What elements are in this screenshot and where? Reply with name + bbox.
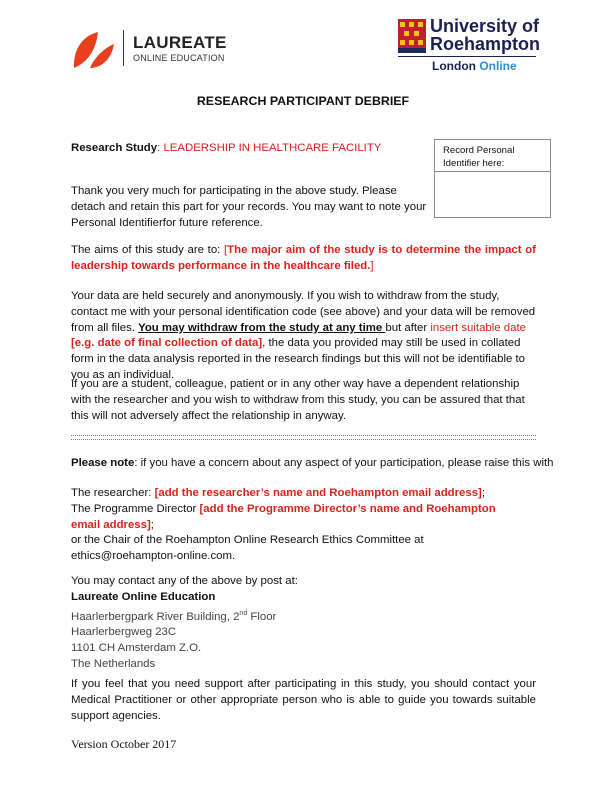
laureate-tagline: ONLINE EDUCATION [133,53,225,63]
post-org: Laureate Online Education [71,590,216,603]
laureate-name: LAUREATE [133,33,227,52]
withdraw-statement: You may withdraw from the study at any time [138,321,386,334]
leaf-logo-icon [70,28,116,70]
director-end: ; [150,518,154,531]
roehampton-london-online [432,59,517,73]
address-line1-text: Haarlerbergpark River Building, 2 [71,610,240,623]
chair-line: or the Chair of the Roehampton Online Research Ethics Committee at ethics@roehampton-online.com. [71,534,424,563]
identifier-box [434,139,551,218]
post-intro: You may contact any of the above by post at: [71,575,298,587]
address-sup: nd [239,609,248,617]
student-paragraph: If you are a student, colleague, patient or in any other way have a dependent relationship with the researcher and you wish to withdraw from this study, you can be assured that that this will not adversely affect the relationship in anyway. [71,378,525,422]
laureate-logo [70,28,240,70]
address-line2: Haarlerbergweg 23C [71,626,177,639]
data-part2: , the data you provided may still be used in collated form in the data analysis reported in the research findings but this will not be identifiable to you as an individual. [71,337,525,381]
london-text: London [432,59,476,73]
address-line1 [71,606,536,626]
director-line [71,502,521,534]
please-note-line [71,457,553,469]
research-study-line [71,142,381,154]
researcher-label: The researcher: [71,487,155,499]
aims-paragraph [71,243,536,275]
address-line3: 1101 CH Amsterdam Z.O. [71,641,202,654]
director-label: The Programme Director [71,502,200,515]
crest-logo-icon [398,19,426,53]
online-text: Online [479,59,517,73]
address-line1-end: Floor [247,610,277,623]
research-study-colon: : [157,142,161,154]
identifier-label: Record Personal Identifier here: [435,140,550,172]
researcher-line [71,486,521,502]
director-value: [add the Programme Director’s name and Roehampton email address] [71,502,496,531]
researcher-end: ; [481,487,486,499]
address-line4: The Netherlands [71,657,156,670]
please-note-label: Please note [71,457,135,469]
data-part1: Your data are held securely and anonymously. If you wish to withdraw from the study, contact me with your personal identification code (see above) and your data will be removed from all files. [71,290,536,334]
date-example: [e.g. date of final collection of data] [71,337,263,350]
roehampton-line2: Roehampton [430,34,540,54]
detach-line [71,435,536,440]
insert-date: insert suitable date [430,321,526,334]
aims-intro: The aims of this study are to: [71,244,224,256]
research-study-label: Research Study [71,142,158,154]
aims-text: The major aim of the study is to determine the impact of leadership towards performance in the healthcare filed. [71,244,536,272]
aims-open-bracket: [ [224,244,228,256]
research-study-name: LEADERSHIP IN HEALTHCARE FACILITY [160,142,382,154]
thanks-paragraph: Thank you very much for participating in the above study. Please detach and retain this part for your records. You may want to note your Personal Identifierfor future reference. [71,185,427,229]
data-paragraph [71,289,536,384]
but-after: but after [385,321,431,334]
roehampton-rule [398,56,536,57]
version-footer: Version October 2017 [71,737,177,751]
post-block [71,574,536,673]
support-paragraph: If you feel that you need support after participating in this study, you should contact your Medical Practitioner or other appropriate person who is able to guide you towards suitable support agencies. [71,678,536,722]
identifier-field[interactable] [435,172,550,220]
researcher-value: [add the researcher’s name and Roehampton email address] [154,487,482,499]
roehampton-logo [398,18,538,78]
page-title: RESEARCH PARTICIPANT DEBRIEF [196,94,410,108]
contacts-block [71,486,521,565]
aims-close-bracket: ] [370,259,374,272]
logo-divider [123,30,124,66]
please-note-text: : if you have a concern about any aspect of your participation, please raise this with [134,457,554,469]
roehampton-line1: University of [430,16,540,36]
